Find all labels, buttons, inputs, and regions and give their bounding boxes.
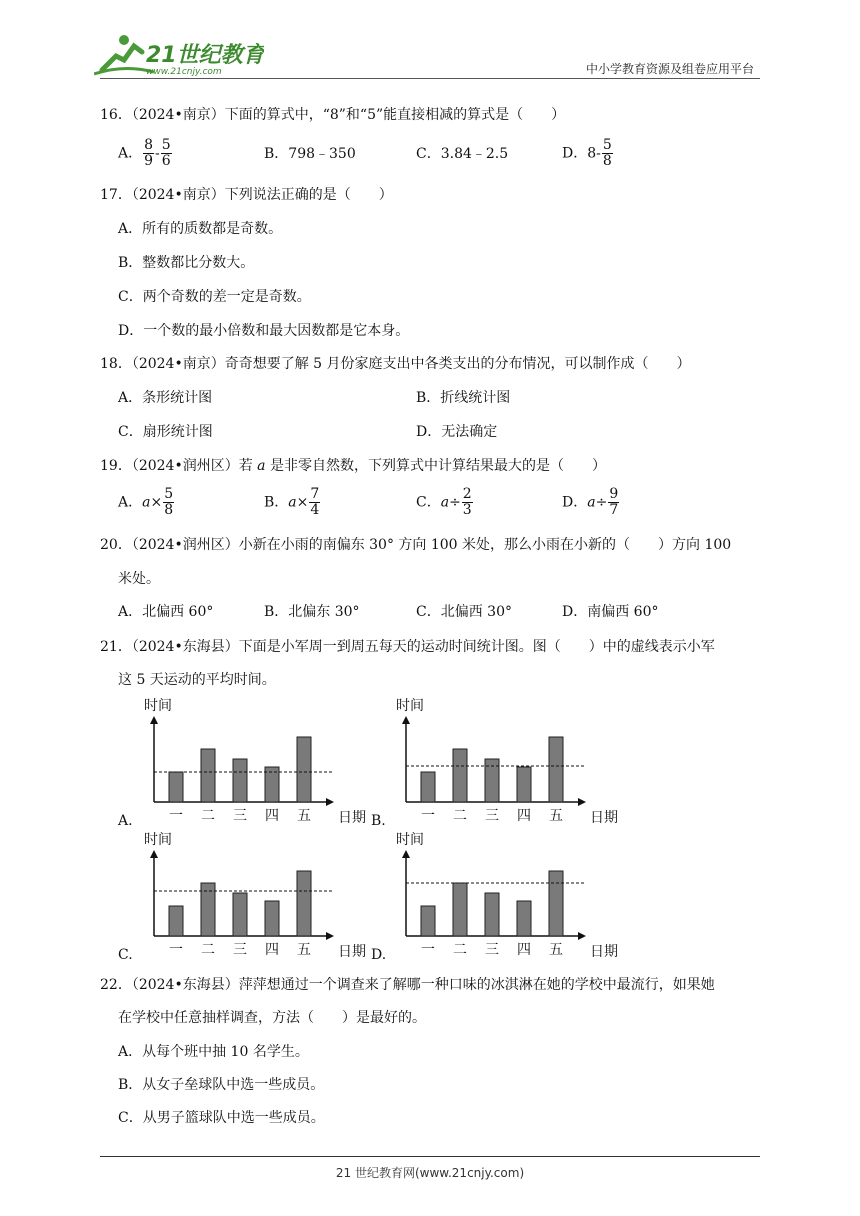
- q19-option-b[interactable]: B．a× $\frac{7}{4}$: [264, 486, 320, 518]
- x-tick-label: 三: [233, 942, 247, 957]
- y-axis-label: 时间: [144, 698, 172, 714]
- y-axis-label: 时间: [396, 832, 424, 848]
- bar: [517, 901, 531, 936]
- x-tick-label: 二: [201, 942, 215, 957]
- chart-svg: [140, 698, 370, 823]
- x-tick-label: 五: [297, 808, 311, 823]
- bar: [201, 883, 215, 936]
- y-axis-label: 时间: [396, 698, 424, 714]
- site-logo: [94, 30, 264, 78]
- footer-text: 21 世纪教育网(www.21cnjy.com): [335, 1166, 525, 1180]
- q21-option-d[interactable]: D.: [371, 947, 387, 963]
- bar: [421, 906, 435, 936]
- q18-option-a[interactable]: A．条形统计图: [118, 390, 213, 406]
- bar: [453, 883, 467, 936]
- q20-stem-line1: 20．（2024•润州区）小新在小雨的南偏东 30° 方向 100 米处，那么小雨在小新的（ ）方向 100: [100, 537, 732, 553]
- q22-option-c[interactable]: C．从男子篮球队中选一些成员。: [118, 1110, 325, 1126]
- x-tick-label: 五: [297, 942, 311, 957]
- bar: [485, 759, 499, 802]
- q16-option-d[interactable]: D．8- $\frac{5}{8}$: [562, 137, 612, 169]
- x-tick-label: 四: [517, 808, 531, 823]
- x-tick-label: 四: [517, 942, 531, 957]
- q20-option-b[interactable]: B．北偏东 30°: [264, 604, 360, 620]
- q21-option-c[interactable]: C.: [118, 947, 133, 963]
- x-tick-label: 三: [233, 808, 247, 823]
- fraction: $\frac{7}{4}$: [310, 486, 320, 518]
- x-tick-label: 一: [421, 808, 435, 823]
- chart-option-b: [392, 698, 622, 823]
- x-tick-label: 一: [169, 808, 183, 823]
- q17-option-b[interactable]: B．整数都比分数大。: [118, 255, 255, 271]
- bar: [201, 749, 215, 802]
- x-axis-label: 日期: [590, 810, 618, 823]
- x-tick-label: 二: [201, 808, 215, 823]
- x-tick-label: 二: [453, 942, 467, 957]
- fraction: $\frac{2}{3}$: [462, 486, 472, 518]
- x-axis-arrow: [578, 932, 586, 940]
- x-tick-label: 五: [549, 808, 563, 823]
- bar: [169, 906, 183, 936]
- bar: [265, 901, 279, 936]
- bar: [297, 871, 311, 936]
- x-tick-label: 一: [421, 942, 435, 957]
- x-tick-label: 四: [265, 808, 279, 823]
- fraction: $\frac{9}{7}$: [609, 486, 619, 518]
- q18-stem: 18．（2024•南京）奇奇想要了解 5 月份家庭支出中各类支出的分布情况，可以制作成（ ）: [100, 356, 691, 372]
- q20-option-c[interactable]: C．北偏西 30°: [416, 604, 512, 620]
- q20-stem-line2: 米处。: [118, 571, 160, 587]
- chart-option-c: [140, 832, 370, 957]
- y-axis-arrow: [150, 716, 158, 724]
- x-tick-label: 三: [485, 942, 499, 957]
- header-divider: [100, 78, 760, 79]
- q21-stem-line1: 21．（2024•东海县）下面是小军周一到周五每天的运动时间统计图。图（ ）中的虚线表示小军: [100, 639, 715, 655]
- fraction: $\frac{5}{8}$: [164, 486, 174, 518]
- bar: [421, 772, 435, 802]
- q17-option-c[interactable]: C．两个奇数的差一定是奇数。: [118, 289, 311, 305]
- q21-stem-line2: 这 5 天运动的平均时间。: [118, 672, 276, 688]
- x-axis-arrow: [326, 798, 334, 806]
- bar: [297, 737, 311, 802]
- q21-option-b[interactable]: B.: [371, 813, 386, 829]
- chart-svg: [392, 698, 622, 823]
- x-axis-label: 日期: [338, 944, 366, 957]
- fraction: $\frac{8}{9}$: [144, 137, 154, 169]
- y-axis-arrow: [150, 850, 158, 858]
- y-axis-label: 时间: [144, 832, 172, 848]
- q22-option-a[interactable]: A．从每个班中抽 10 名学生。: [118, 1044, 309, 1060]
- x-tick-label: 一: [169, 942, 183, 957]
- x-axis-label: 日期: [590, 944, 618, 957]
- bar: [517, 767, 531, 802]
- y-axis-arrow: [402, 716, 410, 724]
- x-tick-label: 四: [265, 942, 279, 957]
- bar: [169, 772, 183, 802]
- chart-svg: [392, 832, 622, 957]
- bar: [549, 871, 563, 936]
- bar: [485, 893, 499, 936]
- q20-option-a[interactable]: A．北偏西 60°: [118, 604, 214, 620]
- q21-option-a[interactable]: A.: [118, 813, 133, 829]
- q19-stem: 19．（2024•润州区）若 a 是非零自然数，下列算式中计算结果最大的是（ ）: [100, 458, 606, 474]
- q19-option-a[interactable]: A．a× $\frac{5}{8}$: [118, 486, 174, 518]
- bar: [233, 893, 247, 936]
- y-axis-arrow: [402, 850, 410, 858]
- chart-option-d: [392, 832, 622, 957]
- footer-divider: [100, 1156, 760, 1157]
- bar: [453, 749, 467, 802]
- q18-option-d[interactable]: D．无法确定: [416, 424, 498, 440]
- x-tick-label: 三: [485, 808, 499, 823]
- q16-option-b[interactable]: B．798﹣350: [264, 146, 356, 162]
- q22-stem-line2: 在学校中任意抽样调查，方法（ ）是最好的。: [118, 1010, 426, 1026]
- svg-text:21世纪教育: 21世纪教育: [146, 43, 264, 68]
- q19-option-c[interactable]: C．a÷ $\frac{2}{3}$: [416, 486, 472, 518]
- q22-option-b[interactable]: B．从女子垒球队中选一些成员。: [118, 1077, 325, 1093]
- header-platform-text: 中小学教育资源及组卷应用平台: [585, 62, 754, 76]
- chart-svg: [140, 832, 370, 957]
- x-tick-label: 五: [549, 942, 563, 957]
- q16-option-c[interactable]: C．3.84﹣2.5: [416, 146, 509, 162]
- q20-option-d[interactable]: D．南偏西 60°: [562, 604, 659, 620]
- x-axis-label: 日期: [338, 810, 366, 823]
- bar: [549, 737, 563, 802]
- q17-option-a[interactable]: A．所有的质数都是奇数。: [118, 221, 283, 237]
- q16-option-a[interactable]: A． $\frac{8}{9}$ - $\frac{5}{6}$: [118, 137, 171, 169]
- svg-text:www.21cnjy.com: www.21cnjy.com: [146, 67, 222, 77]
- q19-option-d[interactable]: D．a÷ $\frac{9}{7}$: [562, 486, 619, 518]
- bar: [233, 759, 247, 802]
- q17-option-d[interactable]: D．一个数的最小倍数和最大因数都是它本身。: [118, 323, 410, 339]
- chart-option-a: [140, 698, 370, 823]
- q22-stem-line1: 22．（2024•东海县）萍萍想通过一个调查来了解哪一种口味的冰淇淋在她的学校中最流行，如果她: [100, 977, 715, 993]
- x-axis-arrow: [326, 932, 334, 940]
- q17-stem: 17．（2024•南京）下列说法正确的是（ ）: [100, 187, 393, 203]
- q16-stem: 16．（2024•南京）下面的算式中，“8”和“5”能直接相减的算式是（ ）: [100, 107, 566, 123]
- fraction: $\frac{5}{8}$: [602, 137, 612, 169]
- x-tick-label: 二: [453, 808, 467, 823]
- q18-option-c[interactable]: C．扇形统计图: [118, 424, 213, 440]
- x-axis-arrow: [578, 798, 586, 806]
- q18-option-b[interactable]: B．折线统计图: [416, 390, 511, 406]
- fraction: $\frac{5}{6}$: [161, 137, 171, 169]
